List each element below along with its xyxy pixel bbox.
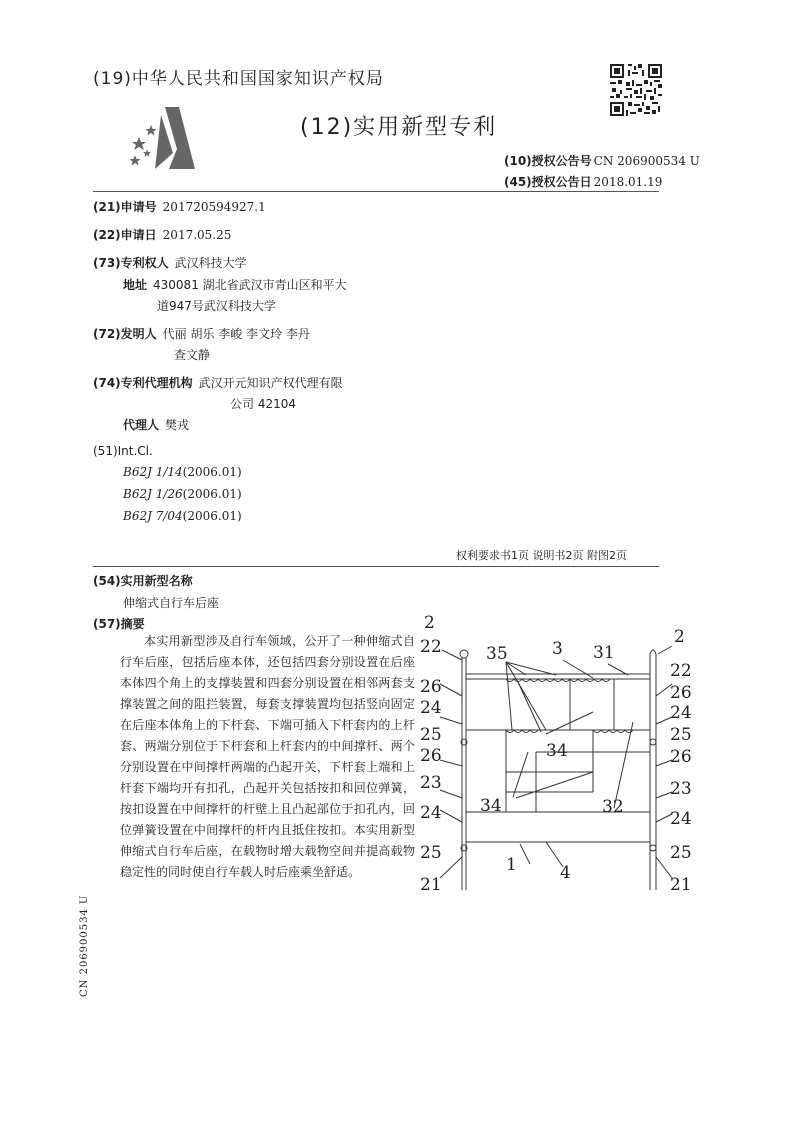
agent: 樊戎 (165, 418, 190, 432)
figure-label: 1 (506, 855, 517, 875)
figure-label: 3 (552, 639, 563, 659)
agent-label: 代理人 (123, 418, 160, 432)
utility-model-name-label: (54)实用新型名称 (93, 574, 193, 588)
application-number-label: (21)申请号 (93, 200, 157, 214)
page-count-info: 权利要求书1页 说明书2页 附图2页 (456, 549, 627, 562)
application-number: 201720594927.1 (162, 200, 266, 214)
address-label: 地址 (123, 278, 148, 292)
application-number-row (93, 198, 266, 215)
ipc-entry (123, 487, 242, 501)
address-line-2: 道947号武汉科技大学 (157, 299, 276, 313)
ipc-version: (2006.01) (182, 487, 242, 501)
patentee-row (93, 254, 247, 271)
ipc-entry (123, 465, 242, 479)
figure-label: 25 (670, 725, 692, 745)
figure-label: 4 (560, 863, 571, 883)
divider (93, 566, 659, 567)
figure-label: 26 (670, 683, 692, 703)
figure-label: 25 (670, 843, 692, 863)
figure-label: 21 (670, 875, 692, 895)
figure-label: 24 (670, 703, 692, 723)
figure-label: 22 (670, 661, 692, 681)
address-row (123, 276, 347, 293)
ipc-entry (123, 509, 242, 523)
figure-label: 32 (602, 797, 624, 817)
application-date-label: (22)申请日 (93, 228, 157, 242)
figure-label: 34 (480, 796, 502, 816)
figure-label: 31 (593, 643, 615, 663)
agent-row (123, 416, 189, 433)
publication-date-label: (45)授权公告日 (504, 175, 592, 189)
patentee-label: (73)专利权人 (93, 256, 169, 270)
abstract-text: 本实用新型涉及自行车领域，公开了一种伸缩式自行车后座，包括后座本体，还包括四套分别设置在后座本体四个角上的支撑装置和四套分别设置在相邻两套支撑装置之间的阻拦装置，每套支撑装置均包括竖向固定在后座本体角上的下杆套、下端可插入下杆套内的上杆套、两端分别位于下杆套和上杆套内的中间撑杆、两个分别设置在中间撑杆两端的凸起开关，下杆套上端和上杆套下端均开有扣孔，凸起开关包括按扣和回位弹簧，按扣设置在中间撑杆的杆壁上且凸起部位于扣孔内，回位弹簧设置在中间撑杆的杆内且抵住按扣。本实用新型伸缩式自行车后座，在载物时增大载物空间并提高载物稳定性的同时使自行车载人时后座乘坐舒适。 (120, 634, 415, 879)
figure-label: 34 (546, 741, 568, 761)
inventors-label: (72)发明人 (93, 327, 157, 341)
agency-line-2: 公司 42104 (230, 397, 296, 411)
figure-label: 21 (420, 875, 442, 895)
patentee: 武汉科技大学 (174, 256, 247, 270)
figure-label: 26 (670, 747, 692, 767)
figure-label: 2 (674, 627, 685, 647)
publication-number: CN 206900534 U (593, 154, 700, 168)
figure-label: 22 (420, 637, 442, 657)
publication-number-label: (10)授权公告号 (504, 154, 592, 168)
figure-label: 35 (486, 644, 508, 664)
figure-structure (440, 646, 672, 890)
agency-row (93, 374, 343, 391)
application-date: 2017.05.25 (162, 228, 232, 242)
address-line-1: 430081 湖北省武汉市青山区和平大 (153, 278, 347, 292)
figure-label: 23 (420, 773, 442, 793)
ipc-code: B62J 1/26 (123, 487, 183, 501)
office-name: (19)中华人民共和国国家知识产权局 (93, 69, 384, 89)
application-date-row (93, 226, 231, 243)
figure-label: 24 (670, 809, 692, 829)
agency-line-1: 武汉开元知识产权代理有限 (198, 376, 343, 390)
patent-office-logo-icon (125, 105, 200, 175)
figure-label: 26 (420, 677, 442, 697)
publication-number-row (504, 152, 700, 169)
ipc-version: (2006.01) (182, 465, 242, 479)
side-publication-number: CN 206900534 U (79, 894, 90, 997)
abstract-figure (418, 612, 700, 902)
publication-date: 2018.01.19 (593, 175, 663, 189)
inventors-line-2: 查文静 (174, 348, 211, 362)
figure-label: 2 (424, 613, 435, 633)
ipc-version: (2006.01) (182, 509, 242, 523)
document-type: (12)实用新型专利 (300, 115, 498, 140)
ipc-code: B62J 1/14 (123, 465, 183, 479)
qr-code-icon (610, 64, 662, 116)
figure-label: 23 (670, 779, 692, 799)
figure-label: 25 (420, 725, 442, 745)
utility-model-name: 伸缩式自行车后座 (123, 596, 220, 610)
inventors-row (93, 325, 310, 342)
figure-label: 26 (420, 746, 442, 766)
figure-label: 25 (420, 843, 442, 863)
publication-date-row (504, 173, 662, 190)
abstract-label: (57)摘要 (93, 617, 145, 631)
int-cl-label: (51)Int.Cl. (93, 444, 153, 458)
agency-label: (74)专利代理机构 (93, 376, 193, 390)
ipc-code: B62J 7/04 (123, 509, 183, 523)
inventors-line-1: 代丽 胡乐 李峻 李文玲 李丹 (162, 327, 310, 341)
figure-label: 24 (420, 698, 442, 718)
figure-label: 24 (420, 803, 442, 823)
divider (93, 191, 659, 192)
